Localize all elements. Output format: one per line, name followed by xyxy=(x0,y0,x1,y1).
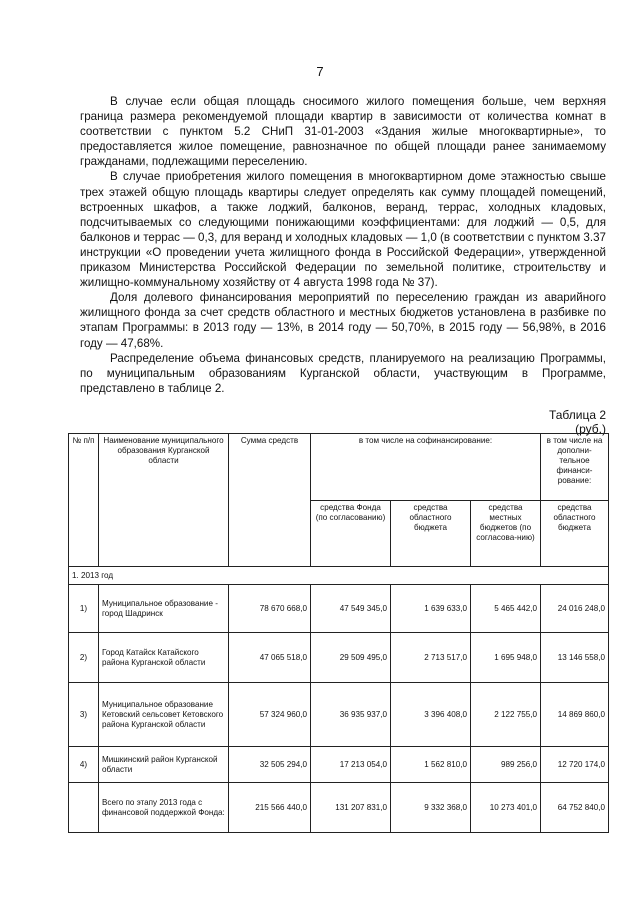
row-total: 32 505 294,0 xyxy=(229,747,311,783)
row-additional: 13 146 558,0 xyxy=(541,633,609,683)
row-fund: 17 213 054,0 xyxy=(311,747,391,783)
row-name: Мишкинский район Курганской области xyxy=(99,747,229,783)
row-num: 2) xyxy=(69,633,99,683)
total-sum: 215 566 440,0 xyxy=(229,783,311,833)
header-additional: в том числе на дополни-тельное финанси-рование: xyxy=(541,434,609,501)
header-total: Сумма средств xyxy=(229,434,311,567)
header-name: Наименование муниципального образования Курганской области xyxy=(99,434,229,567)
row-fund: 29 509 495,0 xyxy=(311,633,391,683)
header-cofinancing: в том числе на софинансирование: xyxy=(311,434,541,501)
row-name: Муниципальное образование Кетовский сельсовет Кетовского района Курганской области xyxy=(99,683,229,747)
row-local: 1 695 948,0 xyxy=(471,633,541,683)
row-additional: 12 720 174,0 xyxy=(541,747,609,783)
row-total: 47 065 518,0 xyxy=(229,633,311,683)
row-local: 2 122 755,0 xyxy=(471,683,541,747)
row-fund: 36 935 937,0 xyxy=(311,683,391,747)
header-local: средства местных бюджетов (по согласова-нию) xyxy=(471,501,541,567)
total-additional: 64 752 840,0 xyxy=(541,783,609,833)
total-row xyxy=(69,783,609,833)
table-title: Таблица 2 xyxy=(548,408,606,422)
row-fund: 47 549 345,0 xyxy=(311,585,391,633)
total-regional: 9 332 368,0 xyxy=(391,783,471,833)
header-regional: средства областного бюджета xyxy=(391,501,471,567)
row-local: 5 465 442,0 xyxy=(471,585,541,633)
year-label: 1. 2013 год xyxy=(69,567,609,585)
total-local: 10 273 401,0 xyxy=(471,783,541,833)
row-num: 1) xyxy=(69,585,99,633)
row-regional: 2 713 517,0 xyxy=(391,633,471,683)
row-regional: 1 562 810,0 xyxy=(391,747,471,783)
table-row xyxy=(69,747,609,783)
paragraph-area-rule: В случае если общая площадь сносимого жилого помещения больше, чем верхняя граница размера рекомендуемой площади квартир в зависимости от количества комнат в соответствии с пунктом 5.2 СНиП 31-01-2003 «Здания жилые многоквартирные», то предоставляется жилое помещение, равнозначное по общей площади ранее занимаемому гражданами, подлежащими переселению. xyxy=(80,95,606,169)
paragraph-financing-share: Доля долевого финансирования мероприятий по переселению граждан из аварийного жилищного фонда за счет средств областного и местных бюджетов установлена в разбивке по этапам Программы: в 2013 году — 13%, в 2014 году — 50,70%, в 2015 году — 56,98%, в 2016 году — 47,68%. xyxy=(80,291,606,350)
table-caption xyxy=(549,408,606,436)
header-fund: средства Фонда (по согласованию) xyxy=(311,501,391,567)
table-row xyxy=(69,585,609,633)
body-text xyxy=(80,94,606,396)
row-additional: 24 016 248,0 xyxy=(541,585,609,633)
table-row xyxy=(69,683,609,747)
financing-table xyxy=(68,433,609,833)
row-num: 3) xyxy=(69,683,99,747)
row-total: 57 324 960,0 xyxy=(229,683,311,747)
header-add-regional: средства областного бюджета xyxy=(541,501,609,567)
total-label: Всего по этапу 2013 года с финансовой поддержкой Фонда: xyxy=(99,783,229,833)
row-local: 989 256,0 xyxy=(471,747,541,783)
paragraph-area-coefficients: В случае приобретения жилого помещения в многоквартирном доме этажностью свыше трех этажей общую площадь квартиры следует определять как сумму площадей помещений, встроенных шкафов, а также лоджий, балконов, веранд, террас, холодных кладовых, подсчитываемых со следующими понижающими коэффициентами: для лоджий — 0,5, для балконов и террас — 0,3, для веранд и холодных кладовых — 1,0 (в соответствии с пунктом 3.37 инструкции «О проведении учета жилищного фонда в Российской Федерации», утвержденной приказом Министерства Российской Федерации по земельной политике, строительству и жилищно-коммунальному хозяйству от 4 августа 1998 года № 37). xyxy=(80,170,606,290)
table-row xyxy=(69,633,609,683)
row-name: Город Катайск Катайского района Курганской области xyxy=(99,633,229,683)
row-regional: 3 396 408,0 xyxy=(391,683,471,747)
paragraph-distribution: Распределение объема финансовых средств, планируемого на реализацию Программы, по муниципальным образованиям Курганской области, участвующим в Программе, представлено в таблице 2. xyxy=(80,351,606,395)
header-num: № п/п xyxy=(69,434,99,567)
table-unit: (руб.) xyxy=(575,422,606,436)
row-regional: 1 639 633,0 xyxy=(391,585,471,633)
page-number: 7 xyxy=(316,64,324,79)
row-num: 4) xyxy=(69,747,99,783)
row-name: Муниципальное образование - город Шадринск xyxy=(99,585,229,633)
row-total: 78 670 668,0 xyxy=(229,585,311,633)
row-additional: 14 869 860,0 xyxy=(541,683,609,747)
total-fund: 131 207 831,0 xyxy=(311,783,391,833)
